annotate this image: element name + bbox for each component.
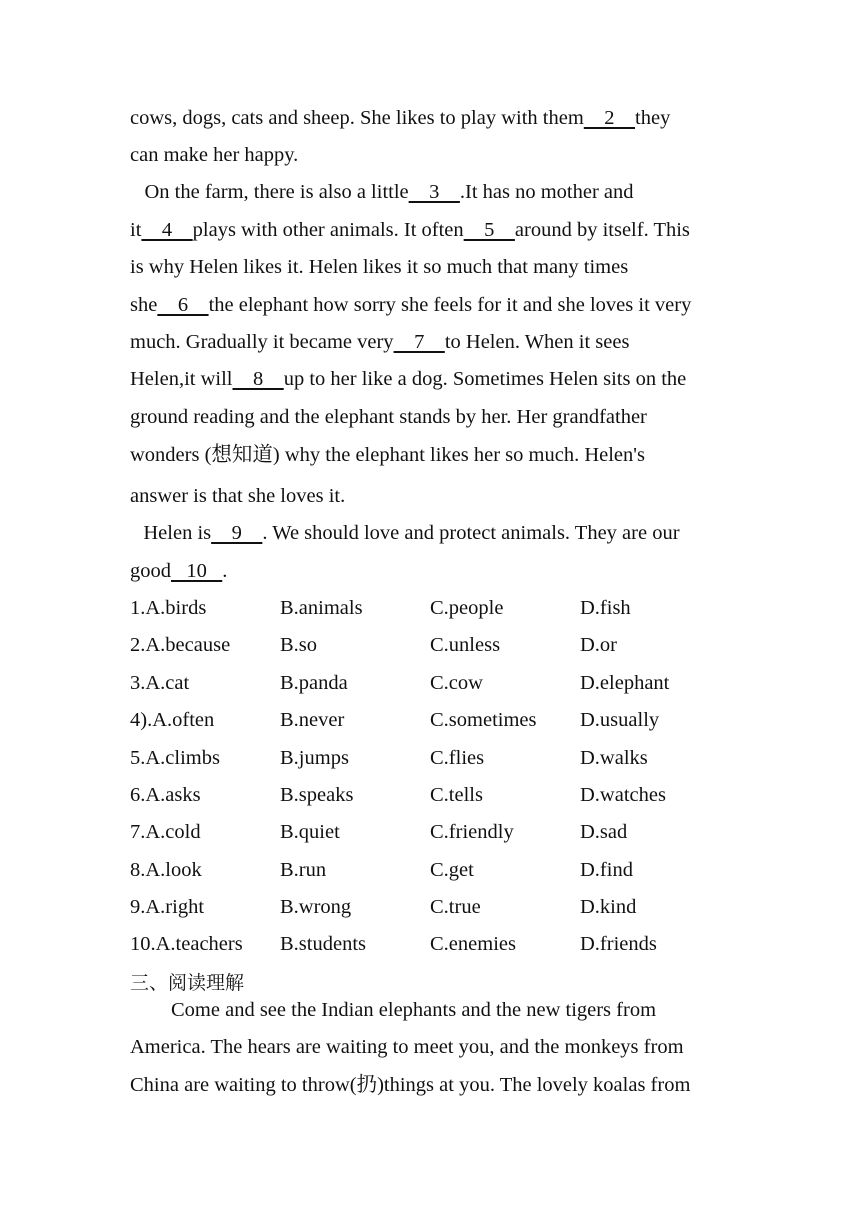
option-c: C.unless [430, 634, 501, 656]
option-a: 5.A.climbs [130, 747, 220, 769]
passage-line [130, 559, 227, 583]
option-d: D.elephant [580, 672, 670, 694]
option-c: C.friendly [430, 821, 514, 843]
blank-5: 5 [463, 219, 515, 241]
option-a: 9.A.right [130, 896, 205, 918]
option-c: C.get [430, 859, 474, 881]
option-c: C.enemies [430, 933, 516, 955]
option-b: B.panda [280, 672, 348, 694]
blank-8: 8 [232, 368, 284, 390]
option-c: C.cow [430, 672, 483, 694]
passage-text: it [130, 219, 142, 241]
passage-text: plays with other animals. It often [192, 219, 464, 241]
option-b: B.wrong [280, 896, 352, 918]
option-b: B.animals [280, 597, 363, 619]
passage-line [130, 443, 645, 467]
option-a: 4).A.often [130, 709, 215, 731]
option-d: D.usually [580, 709, 660, 731]
option-a: 2.A.because [130, 634, 231, 656]
reading-line [130, 1073, 690, 1097]
option-c: C.true [430, 896, 481, 918]
passage-text: she [130, 294, 158, 316]
passage-text: to Helen. When it sees [444, 331, 630, 353]
passage-text: much. Gradually it became very [130, 331, 394, 353]
option-c: C.flies [430, 747, 485, 769]
blank-3: 3 [408, 181, 460, 203]
passage-text: they [635, 107, 671, 129]
option-d: D.walks [580, 747, 648, 769]
reading-text: China are waiting to throw(扔)things at you. The lovely koalas from [130, 1074, 691, 1096]
passage-line [130, 143, 298, 167]
passage-line [124, 180, 634, 204]
passage-text: ground reading and the elephant stands by her. Her grandfather [130, 406, 647, 428]
option-b: B.run [280, 859, 327, 881]
blank-6: 6 [157, 294, 209, 316]
option-c: C.tells [430, 784, 483, 806]
passage-text: cows, dogs, cats and sheep. She likes to play with them [130, 107, 584, 129]
passage-text: . We should love and protect animals. They are our [262, 522, 680, 544]
passage-text: On the farm, there is also a little [124, 181, 409, 203]
blank-4: 4 [141, 219, 193, 241]
passage-text: Helen,it will [130, 368, 233, 390]
passage-text: around by itself. This [514, 219, 690, 241]
option-d: D.friends [580, 933, 657, 955]
option-d: D.kind [580, 896, 637, 918]
passage-text: answer is that she loves it. [130, 485, 346, 507]
passage-line [130, 218, 690, 242]
passage-text: .It has no mother and [459, 181, 634, 203]
reading-line [130, 1035, 684, 1059]
option-b: B.speaks [280, 784, 354, 806]
passage-line [130, 106, 670, 130]
passage-text: good [130, 560, 171, 582]
option-a: 6.A.asks [130, 784, 201, 806]
passage-text: up to her like a dog. Sometimes Helen sits on the [283, 368, 687, 390]
option-c: C.people [430, 597, 504, 619]
blank-2: 2 [583, 107, 636, 129]
blank-10: 10 [171, 560, 223, 582]
option-d: D.watches [580, 784, 666, 806]
option-a: 8.A.look [130, 859, 202, 881]
passage-text: the elephant how sorry she feels for it and she loves it very [208, 294, 692, 316]
reading-line [130, 998, 656, 1022]
passage-text: Helen is [128, 522, 212, 544]
option-a: 1.A.birds [130, 597, 207, 619]
option-b: B.quiet [280, 821, 340, 843]
passage-line [130, 255, 628, 279]
section-heading: 三、阅读理解 [130, 972, 245, 994]
option-a: 3.A.cat [130, 672, 190, 694]
option-b: B.students [280, 933, 366, 955]
blank-7: 7 [393, 331, 445, 353]
option-d: D.or [580, 634, 618, 656]
option-c: C.sometimes [430, 709, 537, 731]
passage-text: wonders (想知道) why the elephant likes her so much. Helen's [130, 444, 645, 466]
passage-text: can make her happy. [130, 144, 299, 166]
option-b: B.so [280, 634, 318, 656]
passage-text: . [222, 560, 228, 582]
blank-9: 9 [211, 522, 263, 544]
option-b: B.never [280, 709, 345, 731]
option-b: B.jumps [280, 747, 349, 769]
passage-line [130, 405, 647, 429]
passage-line [128, 521, 680, 545]
option-d: D.sad [580, 821, 628, 843]
passage-text: is why Helen likes it. Helen likes it so much that many times [130, 256, 629, 278]
option-a: 10.A.teachers [130, 933, 243, 955]
option-d: D.find [580, 859, 633, 881]
passage-line [130, 330, 629, 354]
option-d: D.fish [580, 597, 631, 619]
reading-text: Come and see the Indian elephants and the new tigers from [130, 999, 657, 1021]
passage-line [130, 484, 345, 508]
reading-text: America. The hears are waiting to meet you, and the monkeys from [130, 1036, 684, 1058]
passage-line [130, 293, 691, 317]
passage-line [130, 367, 686, 391]
option-a: 7.A.cold [130, 821, 201, 843]
